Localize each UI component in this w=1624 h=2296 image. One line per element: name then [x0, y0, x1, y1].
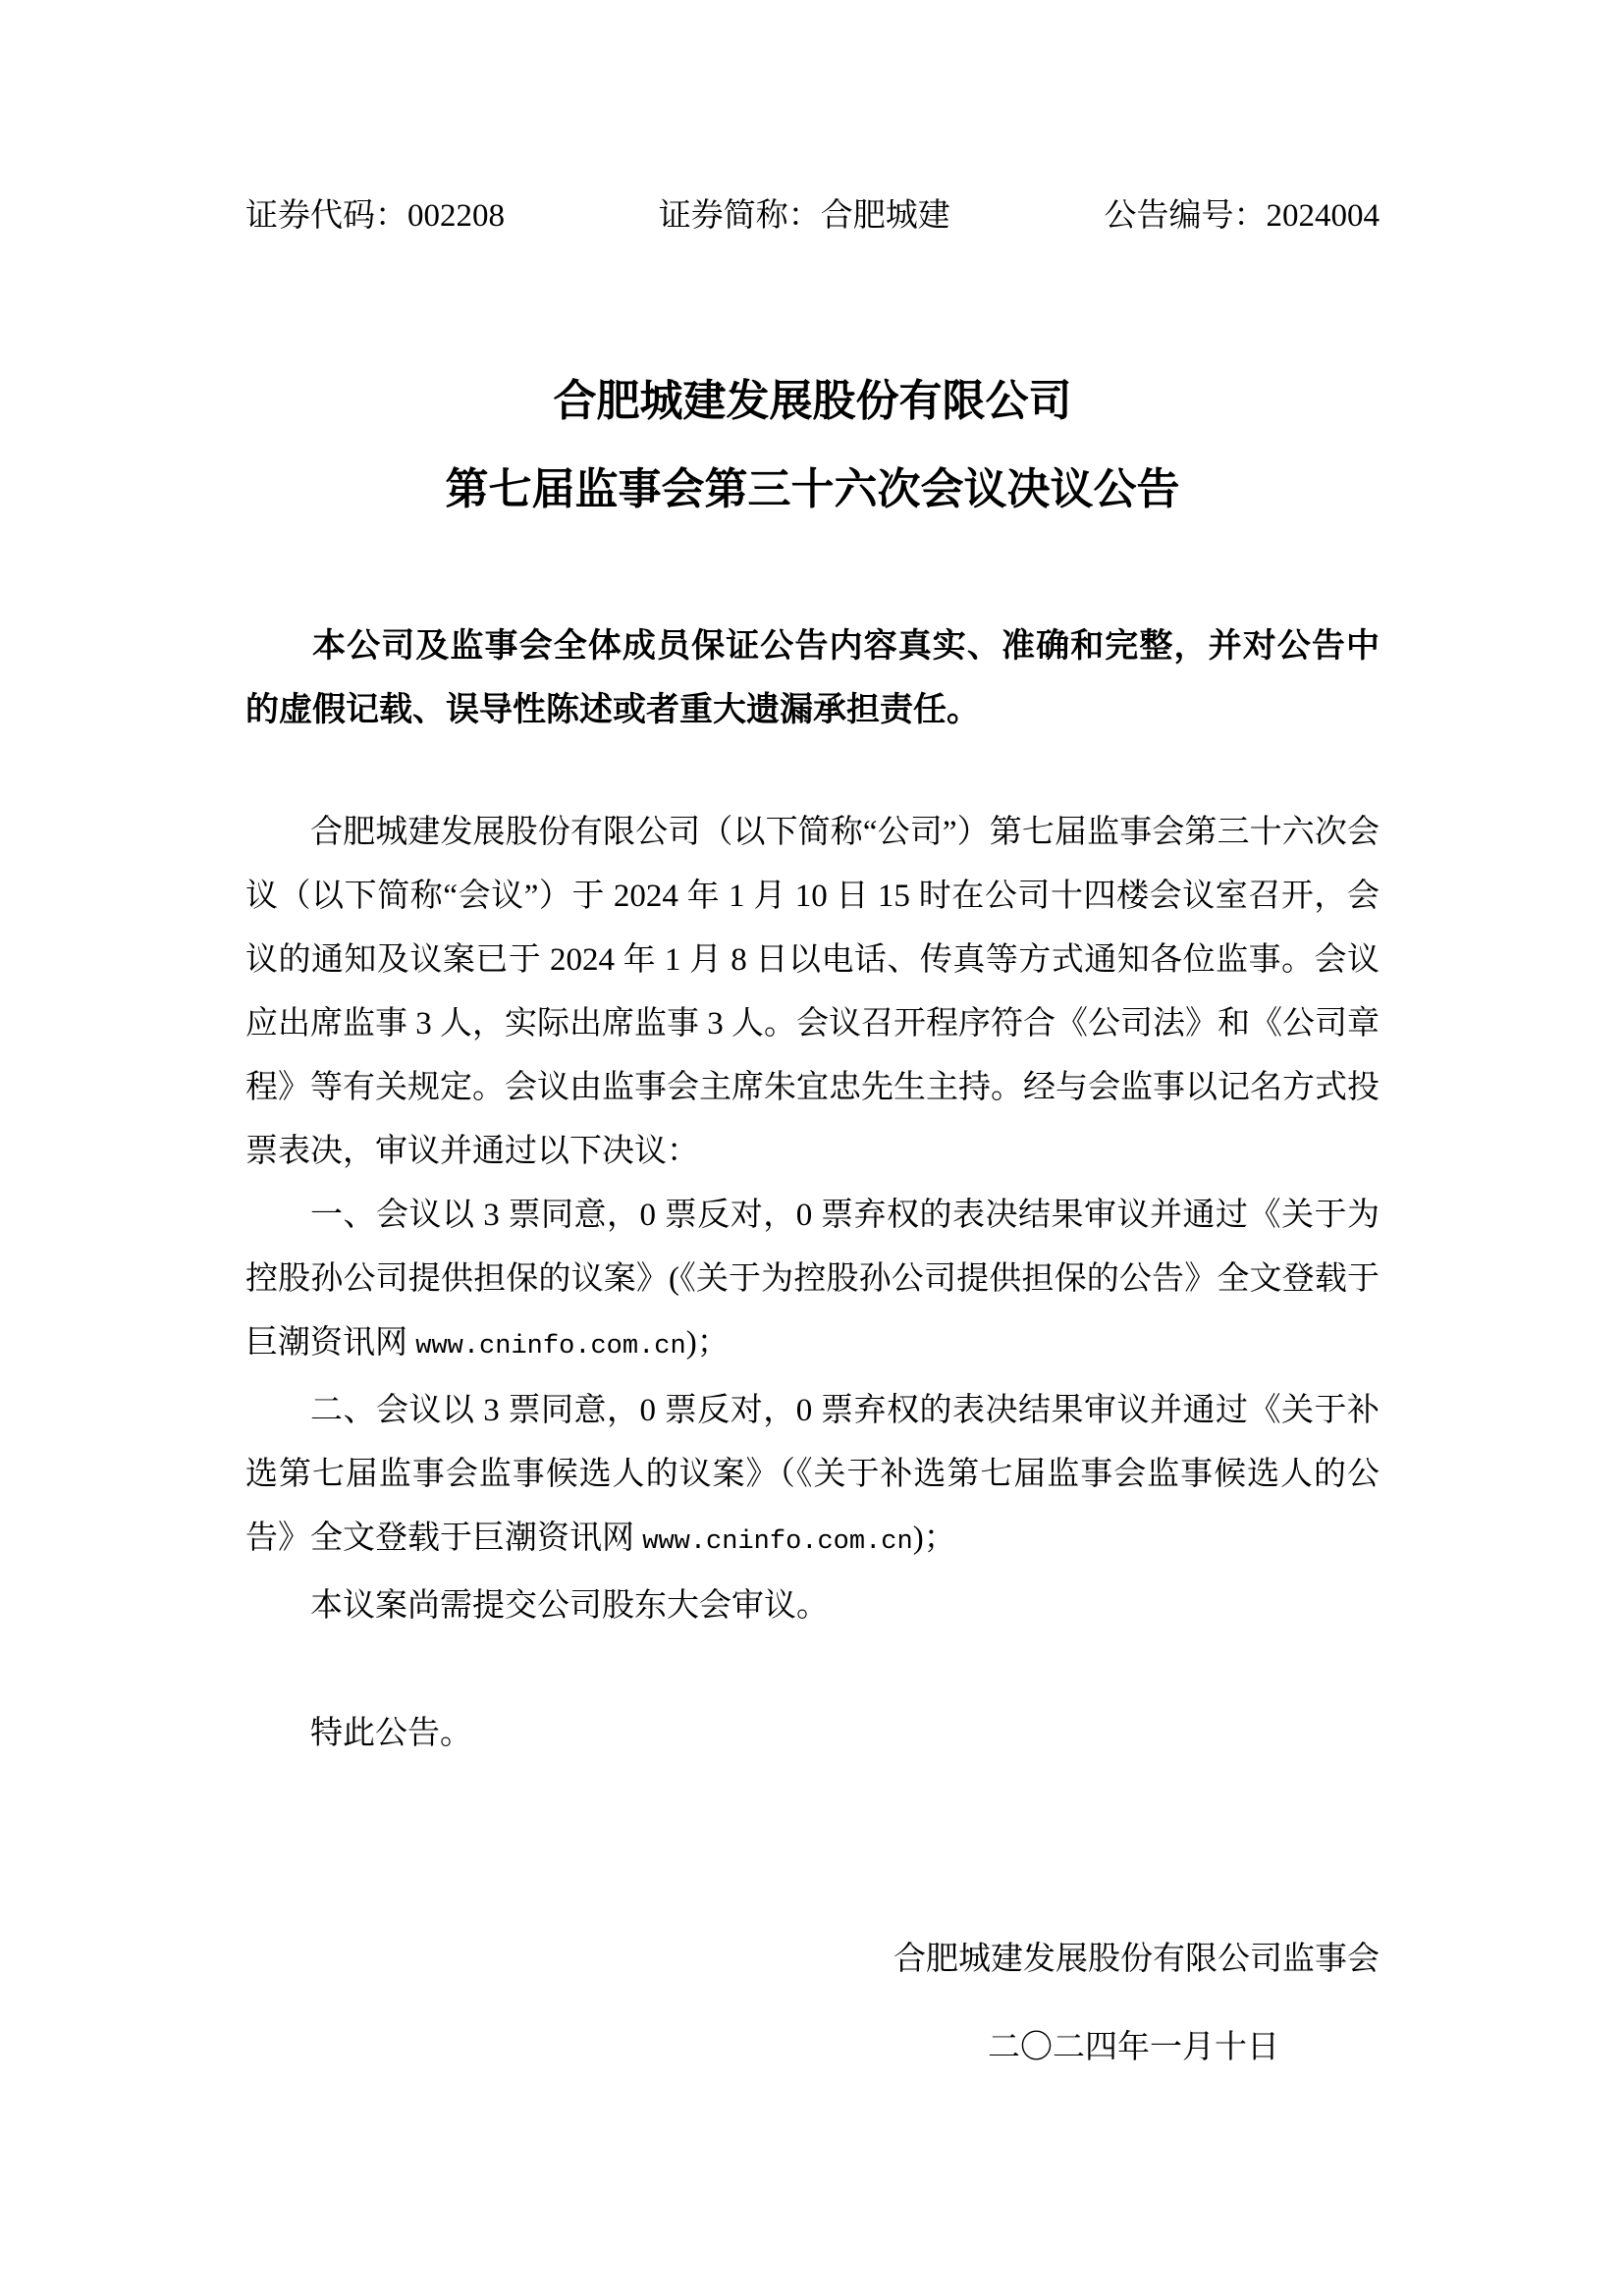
resolution-1-paragraph	[245, 1184, 1380, 1379]
disclaimer-paragraph: 本公司及监事会全体成员保证公告内容真实、准确和完整，并对公告中的虚假记载、误导性陈述或者重大遗漏承担责任。	[245, 628, 1380, 728]
resolution-1-text-end: )；	[685, 1325, 730, 1361]
resolution-2-paragraph	[245, 1379, 1380, 1575]
document-header	[245, 196, 1380, 236]
meeting-resolution-title: 第七届监事会第三十六次会议决议公告	[445, 465, 1180, 513]
stock-name-label: 证券简称：合肥城建	[658, 198, 950, 234]
shareholder-meeting-note: 本议案尚需提交公司股东大会审议。	[310, 1588, 829, 1624]
meeting-details-paragraph: 合肥城建发展股份有限公司（以下简称“公司”）第七届监事会第三十六次会议（以下简称“会议”）于 2024 年 1 月 10 日 15 时在公司十四楼会议室召开，会议的通知及议案已于 2024 年 1 月 8 日以电话、传真等方式通知各位监事。会议应出席监事 3 人，实际出席监事 3 人。会议召开程序符合《公司法》和《公司章程》等有关规定。会议由监事会主席朱宜忠先生主持。经与会监事以记名方式投票表决，审议并通过以下决议：	[245, 815, 1380, 1169]
cninfo-url-2: www.cninfo.com.cn	[642, 1527, 913, 1557]
document-title	[245, 378, 1380, 513]
announcement-number-label: 公告编号：2024004	[1104, 198, 1380, 234]
resolution-2-text: 二、会议以 3 票同意，0 票反对，0 票弃权的表决结果审议并通过《关于补选第七届监事会监事候选人的议案》（《关于补选第七届监事会监事候选人的公告》全文登载于巨潮资讯网	[245, 1393, 1380, 1556]
resolution-2-text-end: )；	[912, 1521, 956, 1556]
signature-block	[245, 1928, 1380, 2080]
resolution-1-text: 一、会议以 3 票同意，0 票反对，0 票弃权的表决结果审议并通过《关于为控股孙公司提供担保的议案》(《关于为控股孙公司提供担保的公告》全文登载于巨潮资讯网	[245, 1198, 1380, 1361]
signature-date: 二〇二四年一月十日	[988, 2030, 1279, 2065]
signature-company: 合肥城建发展股份有限公司监事会	[893, 1942, 1380, 1977]
stock-code-label: 证券代码：002208	[245, 198, 505, 234]
closing-statement: 特此公告。	[310, 1716, 472, 1751]
cninfo-url-1: www.cninfo.com.cn	[415, 1332, 686, 1362]
company-name-title: 合肥城建发展股份有限公司	[553, 377, 1072, 425]
